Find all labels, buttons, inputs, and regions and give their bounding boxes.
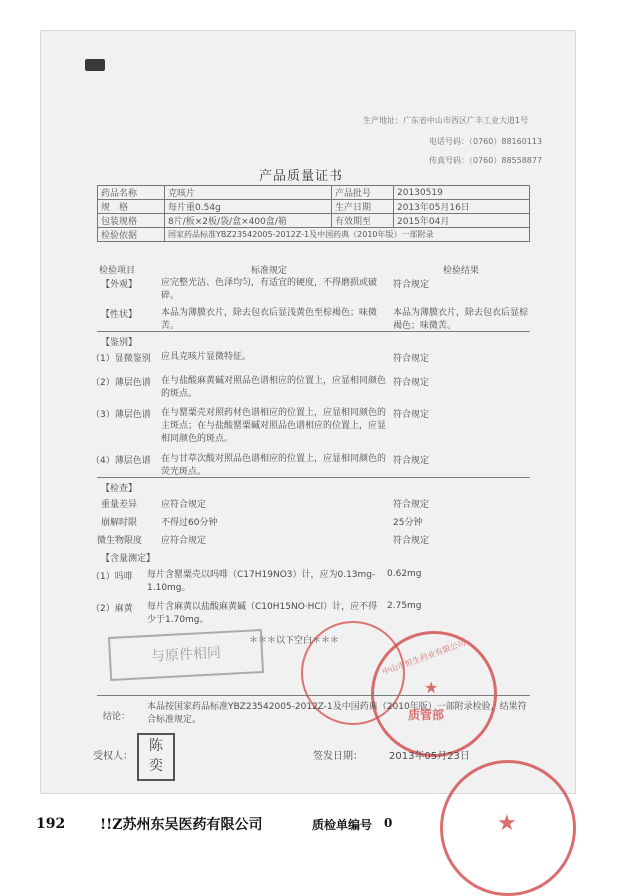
producer-address: 生产地址：广东省中山市西区广丰工业大道1号 bbox=[363, 116, 529, 125]
appearance-result: 符合规定 bbox=[393, 280, 430, 290]
weight-result: 符合规定 bbox=[393, 500, 430, 510]
divider bbox=[97, 477, 530, 478]
signature-text: 陈奕 bbox=[149, 738, 163, 774]
ident3-item: （3）薄层色谱 bbox=[91, 410, 151, 420]
qa-seal-dept: 质管部 bbox=[408, 708, 445, 722]
weight-standard: 应符合规定 bbox=[161, 500, 207, 510]
ident2-standard: 在与盐酸麻黄碱对照品色谱相应的位置上，应显相同颜色的斑点。 bbox=[161, 376, 387, 399]
copy-stamp bbox=[108, 629, 264, 681]
col-header-item: 检验项目 bbox=[99, 266, 136, 276]
disintegration-item: 崩解时限 bbox=[101, 518, 138, 528]
fax-number: 传真号码：（0760）88558877 bbox=[429, 156, 543, 165]
divider bbox=[97, 331, 530, 332]
page-number: 192 bbox=[36, 816, 66, 832]
assay-header: 【含量测定】 bbox=[101, 554, 156, 564]
ident2-item: （2）薄层色谱 bbox=[91, 378, 151, 388]
pack-value: 8片/板×2板/袋/盒×400盒/箱 bbox=[165, 214, 332, 228]
qa-seal bbox=[371, 631, 497, 757]
qa-seal-star: ★ bbox=[424, 678, 439, 697]
assay2-item: （2）麻黄 bbox=[91, 604, 133, 614]
pack-label: 包装规格 bbox=[98, 214, 165, 228]
assay1-item: （1）吗啡 bbox=[91, 572, 133, 582]
company-seal-star: ★ bbox=[497, 811, 517, 836]
conclusion-label: 结论： bbox=[103, 712, 131, 722]
microbial-item: 微生物限度 bbox=[97, 536, 143, 546]
character-result: 本品为薄膜衣片，除去包衣后显棕褐色；味微苦。 bbox=[393, 308, 529, 331]
date-label: 生产日期 bbox=[332, 200, 394, 214]
ident4-result: 符合规定 bbox=[393, 456, 430, 466]
col-header-result: 检验结果 bbox=[443, 266, 480, 276]
approver-label: 受权人： bbox=[93, 751, 133, 762]
expiry-label: 有效期至 bbox=[332, 214, 394, 228]
disintegration-result: 25分钟 bbox=[393, 518, 423, 528]
character-standard: 本品为薄膜衣片，除去包衣后显浅黄色至棕褐色；味微苦。 bbox=[161, 308, 378, 331]
identification-header: 【鉴别】 bbox=[101, 338, 138, 348]
check-header: 【检查】 bbox=[101, 484, 138, 494]
spec-value: 每片重0.54g bbox=[165, 200, 332, 214]
expiry-value: 2015年04月 bbox=[394, 214, 530, 228]
issue-date-label: 签发日期： bbox=[313, 751, 363, 762]
conclusion-text: 本品按国家药品标准YBZ23542005-2012Z-1及中国药典（2010年版）一部附录检验，结果符合标准规定。 bbox=[147, 702, 527, 725]
issue-date-value: 2013年05月23日 bbox=[389, 751, 470, 762]
document-title: 产品质量证书 bbox=[259, 169, 344, 184]
batch-label: 产品批号 bbox=[332, 186, 394, 200]
approver-signature-stamp bbox=[137, 733, 175, 781]
ident2-result: 符合规定 bbox=[393, 378, 430, 388]
assay2-standard: 每片含麻黄以盐酸麻黄碱（C10H15NO·HCl）计，应不得少于1.70mg。 bbox=[147, 602, 378, 625]
phone-number: 电话号码：（0760）88160113 bbox=[429, 137, 543, 146]
basis-value: 国家药品标准YBZ23542005-2012Z-1及中国药典（2010年版）一部附录 bbox=[165, 228, 530, 242]
weight-item: 重量差异 bbox=[101, 500, 138, 510]
microbial-standard: 应符合规定 bbox=[161, 536, 207, 546]
doc-number-label: 质检单编号 bbox=[312, 818, 373, 832]
assay2-result: 2.75mg bbox=[387, 601, 422, 611]
copy-stamp-text: 与原件相同 bbox=[150, 645, 222, 665]
ident3-standard: 在与罂粟壳对照药材色谱相应的位置上，应显相同颜色的主斑点；在与盐酸罂粟碱对照品色谱相应的位置上，应显相同颜色的斑点。 bbox=[161, 408, 387, 444]
assay1-standard: 每片含罂粟壳以吗啡（C17H19NO3）计，应为0.13mg-1.10mg。 bbox=[147, 570, 376, 593]
company-logo-mark bbox=[85, 59, 105, 71]
product-info-table bbox=[97, 185, 530, 242]
batch-value: 20130519 bbox=[394, 186, 530, 200]
col-header-standard: 标准规定 bbox=[251, 266, 288, 276]
name-label: 药品名称 bbox=[98, 186, 165, 200]
distributor-name: !!Z苏州东吴医药有限公司 bbox=[100, 817, 263, 833]
doc-number-value: 0 bbox=[384, 816, 393, 830]
name-value: 克咳片 bbox=[165, 186, 332, 200]
date-value: 2013年05月16日 bbox=[394, 200, 530, 214]
ident4-item: （4）薄层色谱 bbox=[91, 456, 151, 466]
basis-label: 检验依据 bbox=[98, 228, 165, 242]
appearance-item: 【外观】 bbox=[101, 280, 138, 290]
ident4-standard: 在与甘草次酸对照品色谱相应的位置上，应显相同颜色的荧光斑点。 bbox=[161, 454, 387, 477]
microbial-result: 符合规定 bbox=[393, 536, 430, 546]
appearance-standard: 应完整光洁、色泽均匀，有适宜的硬度，不得磨损或破碎。 bbox=[161, 278, 378, 301]
disintegration-standard: 不得过60分钟 bbox=[161, 518, 218, 528]
character-item: 【性状】 bbox=[101, 310, 138, 320]
ident3-result: 符合规定 bbox=[393, 410, 430, 420]
ident1-standard: 应具克咳片显微特征。 bbox=[161, 352, 252, 362]
assay1-result: 0.62mg bbox=[387, 569, 422, 579]
ident1-result: 符合规定 bbox=[393, 354, 430, 364]
certificate-sheet bbox=[40, 30, 576, 794]
divider bbox=[97, 695, 530, 696]
qa-seal-round-text: 中山市恒生药业有限公司 bbox=[381, 638, 467, 677]
spec-label: 规 格 bbox=[98, 200, 165, 214]
blank-note: ＊＊＊以下空白＊＊＊ bbox=[249, 636, 340, 646]
ident1-item: （1）显微鉴别 bbox=[91, 354, 151, 364]
